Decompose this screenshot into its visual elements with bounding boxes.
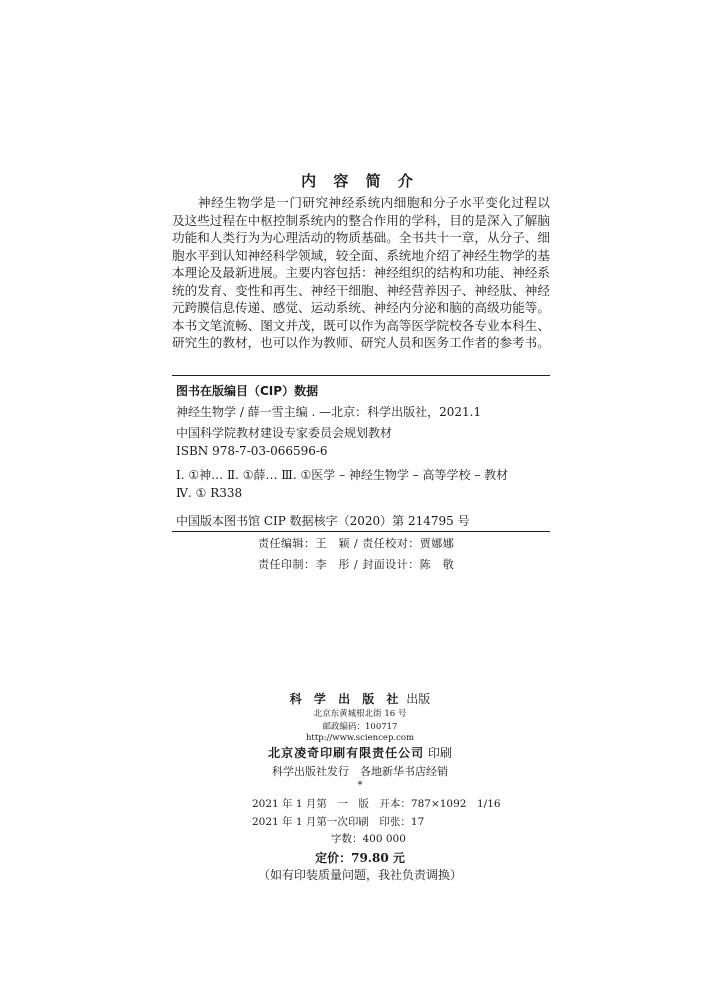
- quality-notice: （如有印装质量问题，我社负责调换）: [257, 868, 462, 882]
- word-count: 字数：400 000: [331, 833, 406, 845]
- printer-line: [0, 744, 720, 761]
- publisher-website: http://www.sciencep.com: [305, 733, 415, 743]
- cip-top-rule: [172, 375, 550, 376]
- edition-line: 2021 年 1 月第 一 版 开本：787×1092 1/16: [252, 798, 501, 810]
- cip-bottom-rule: [172, 531, 550, 532]
- separator-mark: *: [357, 780, 363, 791]
- publisher-postcode: 邮政编码：100717: [322, 722, 398, 732]
- printer-name: 北京凌奇印刷有限责任公司: [268, 746, 425, 760]
- publisher-line: [0, 690, 720, 707]
- cip-title-line: 神经生物学 / 薛一雪主编 . —北京：科学出版社，2021.1: [176, 405, 482, 419]
- distribution-line: 科学出版社发行 各地新华书店经销: [272, 765, 448, 778]
- publisher-suffix: 出版: [406, 692, 431, 706]
- staff-line-2: 责任印制：李 彤 / 封面设计：陈 敬: [258, 558, 455, 571]
- cip-subject-line-2: Ⅳ. ① R338: [176, 486, 243, 500]
- publisher-address: 北京东黄城根北街 16 号: [313, 709, 407, 719]
- printer-suffix: 印刷: [427, 746, 452, 760]
- price: 定价：79.80 元: [315, 851, 405, 865]
- cip-record-number: 中国版本图书馆 CIP 数据核字（2020）第 214795 号: [176, 514, 470, 528]
- staff-line-1: 责任编辑：王 颖 / 责任校对：贾娜娜: [258, 537, 455, 550]
- cip-subject-line-1: Ⅰ. ①神… Ⅱ. ①薛… Ⅲ. ①医学 – 神经生物学 – 高等学校 – 教材: [176, 468, 509, 482]
- cip-isbn: ISBN 978-7-03-066596-6: [176, 444, 328, 458]
- intro-body: [172, 194, 550, 352]
- printing-line: 2021 年 1 月第一次印刷 印张：17: [252, 816, 425, 828]
- publisher-name: 科 学 出 版 社: [289, 692, 403, 706]
- cip-heading: 图书在版编目（CIP）数据: [176, 384, 319, 398]
- cip-series-line: 中国科学院教材建设专家委员会规划教材: [176, 426, 393, 440]
- intro-title: 内 容 简 介: [301, 172, 419, 190]
- intro-paragraph: 神经生物学是一门研究神经系统内细胞和分子水平变化过程以及这些过程在中枢控制系统内的整合作用的学科，目的是深入了解脑功能和人类行为为心理活动的物质基础。全书共十一章，从分子、细胞水平到认知神经科学领域，较全面、系统地介绍了神经生物学的基本理论及最新进展。主要内容包括：神经组织的结构和功能、神经系统的发育、变性和再生、神经干细胞、神经营养因子、神经肽、神经元跨膜信息传递、感觉、运动系统、神经内分泌和脑的高级功能等。本书文笔流畅、图文并茂，既可以作为高等医学院校各专业本科生、研究生的教材，也可以作为教师、研究人员和医务工作者的参考书。: [172, 195, 550, 350]
